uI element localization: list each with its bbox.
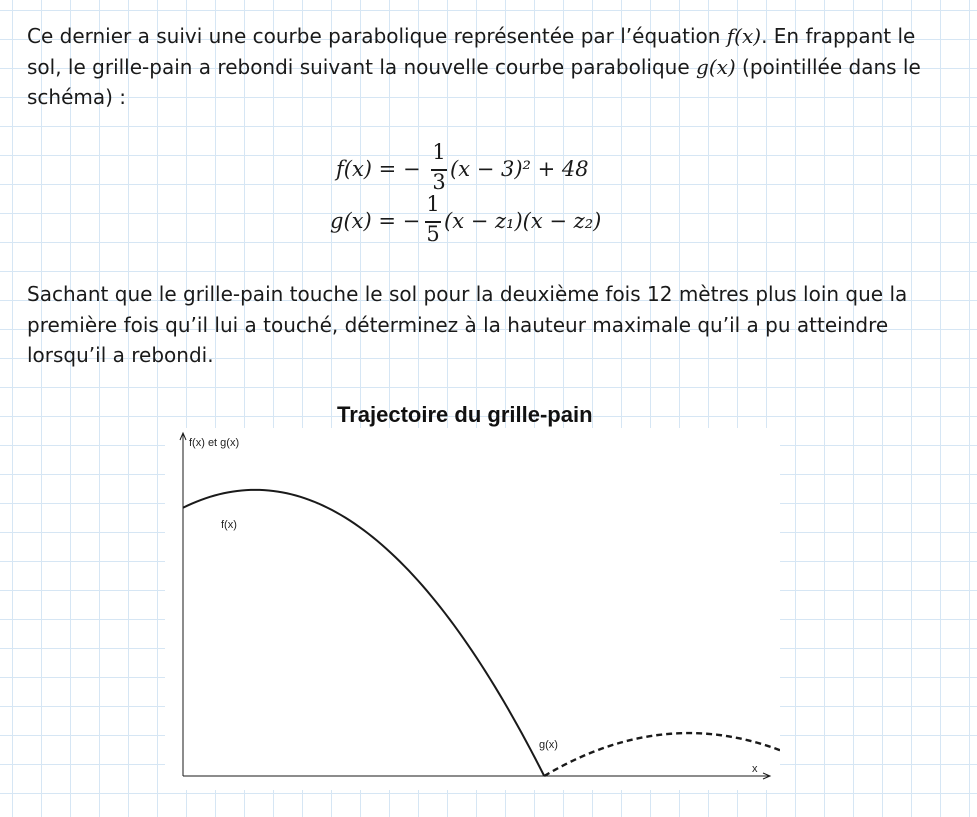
equation-f-lhs: f(x) = − [336,157,421,181]
x-axis-label: x [752,763,758,775]
equation-f-rhs: (x − 3)² + 48 [450,157,589,181]
y-axis-label: f(x) et g(x) [189,437,240,449]
intro-text-2: . En frappant le sol, le grille-pain a rebondi suivant la nouvelle courbe parabolique [27,24,916,79]
intro-paragraph [27,21,927,113]
equation-g [300,192,640,248]
intro-math-g: g(x) [696,54,736,79]
intro-text-1: Ce dernier a suivi une courbe parabolique représentée par l’équation [27,24,727,48]
question-paragraph: Sachant que le grille-pain touche le sol pour la deuxième fois 12 mètres plus loin que la première fois qu’il lui a touché, déterminez à la hauteur maximale qu’il a pu atteindre lorsqu’il a rebondi. [27,282,908,367]
series-f-label: f(x) [221,519,237,531]
equation-f-denominator: 3 [432,170,446,194]
intro-text-3: (pointillée dans le schéma) : [27,54,921,109]
equation-f-numerator: 1 [432,140,446,164]
trajectory-chart [165,420,780,790]
equation-g-fraction [424,192,442,248]
equations-block [300,140,640,252]
equation-f-fraction [430,140,448,196]
chart-title: Trajectoire du grille-pain [337,402,593,427]
chart-background [165,428,780,790]
series-g-label: g(x) [539,739,558,751]
equation-g-numerator: 1 [426,192,440,216]
equation-f [300,140,640,196]
equation-g-rhs: (x − z₁)(x − z₂) [444,209,602,233]
intro-math-f: f(x) [726,24,762,48]
equation-g-lhs: g(x) = − [330,209,421,233]
equation-g-denominator: 5 [426,222,440,246]
